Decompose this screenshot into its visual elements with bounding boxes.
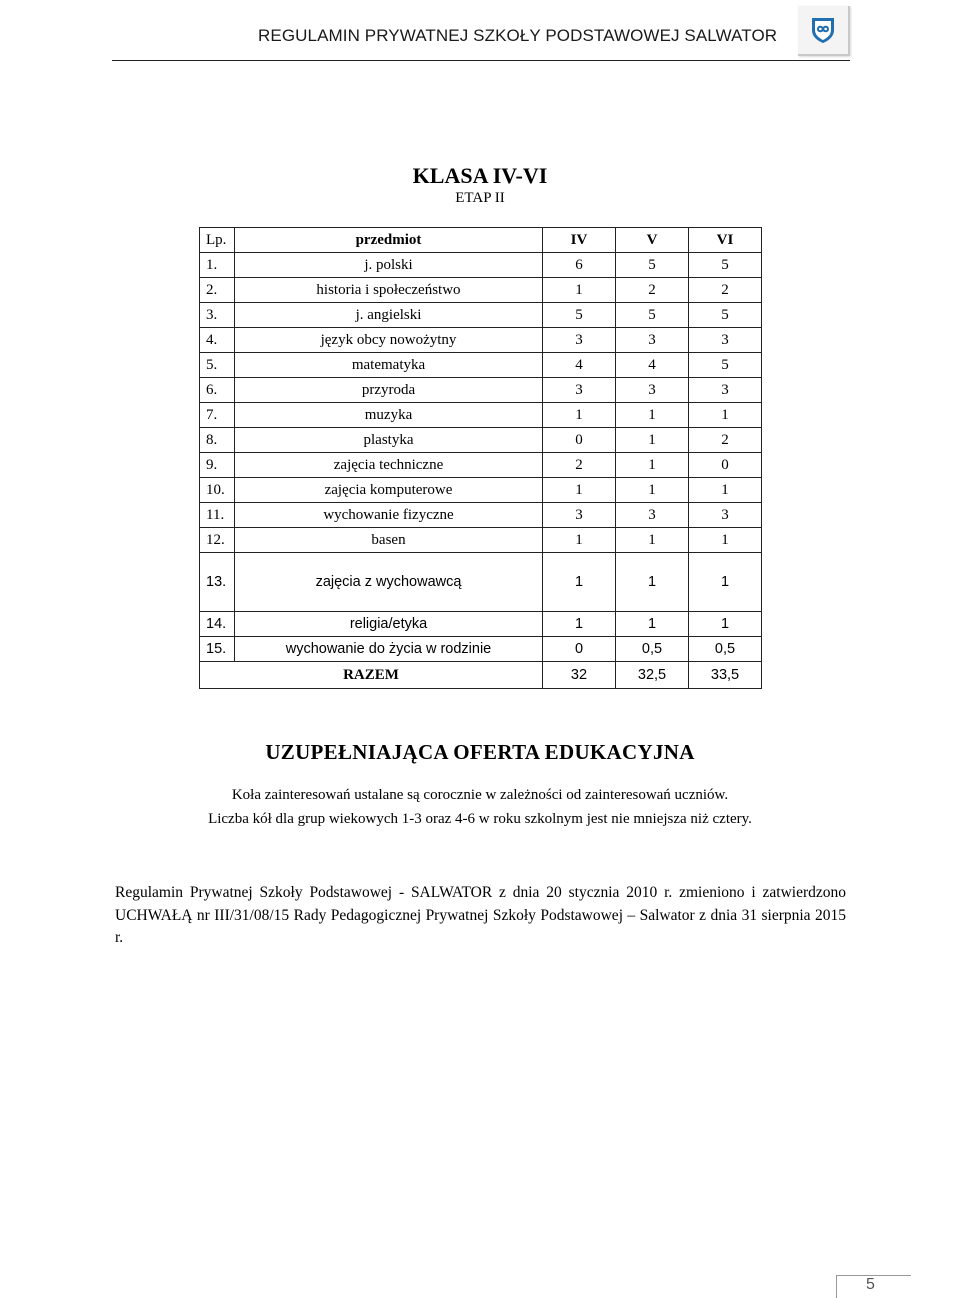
table-row — [200, 553, 762, 612]
row-v: 1 — [616, 453, 689, 478]
row-vi: 0 — [689, 453, 762, 478]
row-iv: 1 — [543, 403, 616, 428]
row-subject: muzyka — [235, 403, 543, 428]
table-row — [200, 478, 762, 503]
column-header-iv: IV — [543, 228, 616, 253]
row-subject: matematyka — [235, 353, 543, 378]
row-v: 0,5 — [616, 637, 689, 662]
row-lp: 14. — [200, 612, 235, 637]
row-iv: 4 — [543, 353, 616, 378]
row-v: 3 — [616, 378, 689, 403]
table-row — [200, 453, 762, 478]
column-header-lp: Lp. — [200, 228, 235, 253]
row-vi: 1 — [689, 612, 762, 637]
row-iv: 2 — [543, 453, 616, 478]
row-iv: 3 — [543, 378, 616, 403]
row-vi: 2 — [689, 278, 762, 303]
row-lp: 5. — [200, 353, 235, 378]
row-v: 1 — [616, 403, 689, 428]
row-subject: j. angielski — [235, 303, 543, 328]
row-vi: 3 — [689, 378, 762, 403]
table-row — [200, 637, 762, 662]
table-row — [200, 528, 762, 553]
row-v: 5 — [616, 253, 689, 278]
row-iv: 0 — [543, 637, 616, 662]
total-v: 32,5 — [616, 662, 689, 689]
row-v: 1 — [616, 428, 689, 453]
total-vi: 33,5 — [689, 662, 762, 689]
row-lp: 6. — [200, 378, 235, 403]
school-logo — [798, 6, 850, 56]
page-number: 5 — [866, 1276, 875, 1293]
row-subject: wychowanie do życia w rodzinie — [235, 637, 543, 662]
row-lp: 1. — [200, 253, 235, 278]
schedule-table — [199, 227, 762, 689]
row-subject: przyroda — [235, 378, 543, 403]
row-v: 2 — [616, 278, 689, 303]
table-header-row — [200, 228, 762, 253]
shield-logo-icon — [809, 15, 837, 45]
table-row — [200, 428, 762, 453]
table-row — [200, 253, 762, 278]
row-v: 1 — [616, 528, 689, 553]
row-iv: 6 — [543, 253, 616, 278]
row-lp: 4. — [200, 328, 235, 353]
offer-line-1: Koła zainteresowań ustalane są corocznie w zależności od zainteresowań uczniów. — [231, 787, 729, 803]
total-iv: 32 — [543, 662, 616, 689]
row-vi: 2 — [689, 428, 762, 453]
row-lp: 10. — [200, 478, 235, 503]
row-v: 1 — [616, 553, 689, 612]
column-header-vi: VI — [689, 228, 762, 253]
column-header-subject: przedmiot — [235, 228, 543, 253]
table-row — [200, 303, 762, 328]
row-lp: 8. — [200, 428, 235, 453]
table-row — [200, 353, 762, 378]
row-vi: 3 — [689, 503, 762, 528]
row-v: 5 — [616, 303, 689, 328]
row-subject: historia i społeczeństwo — [235, 278, 543, 303]
row-vi: 5 — [689, 253, 762, 278]
row-subject: plastyka — [235, 428, 543, 453]
row-subject: zajęcia z wychowawcą — [235, 553, 543, 612]
row-vi: 1 — [689, 478, 762, 503]
row-iv: 3 — [543, 328, 616, 353]
table-row — [200, 612, 762, 637]
row-subject: zajęcia techniczne — [235, 453, 543, 478]
row-iv: 1 — [543, 478, 616, 503]
row-v: 3 — [616, 328, 689, 353]
row-lp: 7. — [200, 403, 235, 428]
table-total-row — [200, 662, 762, 689]
offer-title: UZUPEŁNIAJĄCA OFERTA EDUKACYJNA — [265, 740, 695, 764]
row-vi: 1 — [689, 528, 762, 553]
row-subject: j. polski — [235, 253, 543, 278]
row-v: 4 — [616, 353, 689, 378]
row-iv: 5 — [543, 303, 616, 328]
row-lp: 15. — [200, 637, 235, 662]
row-vi: 1 — [689, 403, 762, 428]
table-row — [200, 403, 762, 428]
row-lp: 11. — [200, 503, 235, 528]
row-vi: 5 — [689, 353, 762, 378]
row-subject: język obcy nowożytny — [235, 328, 543, 353]
row-lp: 9. — [200, 453, 235, 478]
table-row — [200, 378, 762, 403]
row-vi: 0,5 — [689, 637, 762, 662]
header-title: REGULAMIN PRYWATNEJ SZKOŁY PODSTAWOWEJ SALWATOR — [258, 26, 778, 45]
row-iv: 1 — [543, 612, 616, 637]
total-label: RAZEM — [200, 662, 543, 689]
row-vi: 5 — [689, 303, 762, 328]
row-v: 3 — [616, 503, 689, 528]
row-iv: 1 — [543, 278, 616, 303]
regulation-note: Regulamin Prywatnej Szkoły Podstawowej - SALWATOR z dnia 20 stycznia 2010 r. zmieniono i zatwierdzono UCHWAŁĄ nr III/31/08/15 Rady Pedagogicznej Prywatnej Szkoły Podstawowej – Salwator z dnia 31 sierpnia 2015 r. — [115, 884, 846, 946]
row-subject: wychowanie fizyczne — [235, 503, 543, 528]
offer-line-2: Liczba kół dla grup wiekowych 1-3 oraz 4-6 w roku szkolnym jest nie mniejsza niż cztery. — [208, 811, 752, 827]
row-iv: 1 — [543, 528, 616, 553]
table-row — [200, 278, 762, 303]
row-v: 1 — [616, 612, 689, 637]
section-subtitle: ETAP II — [455, 190, 505, 206]
row-subject: religia/etyka — [235, 612, 543, 637]
table-row — [200, 503, 762, 528]
section-title: KLASA IV-VI — [412, 163, 548, 188]
row-v: 1 — [616, 478, 689, 503]
row-vi: 1 — [689, 553, 762, 612]
row-lp: 2. — [200, 278, 235, 303]
row-lp: 12. — [200, 528, 235, 553]
row-vi: 3 — [689, 328, 762, 353]
row-subject: basen — [235, 528, 543, 553]
row-lp: 13. — [200, 553, 235, 612]
row-iv: 0 — [543, 428, 616, 453]
row-iv: 3 — [543, 503, 616, 528]
row-subject: zajęcia komputerowe — [235, 478, 543, 503]
row-iv: 1 — [543, 553, 616, 612]
row-lp: 3. — [200, 303, 235, 328]
header-divider — [112, 60, 850, 61]
column-header-v: V — [616, 228, 689, 253]
table-row — [200, 328, 762, 353]
